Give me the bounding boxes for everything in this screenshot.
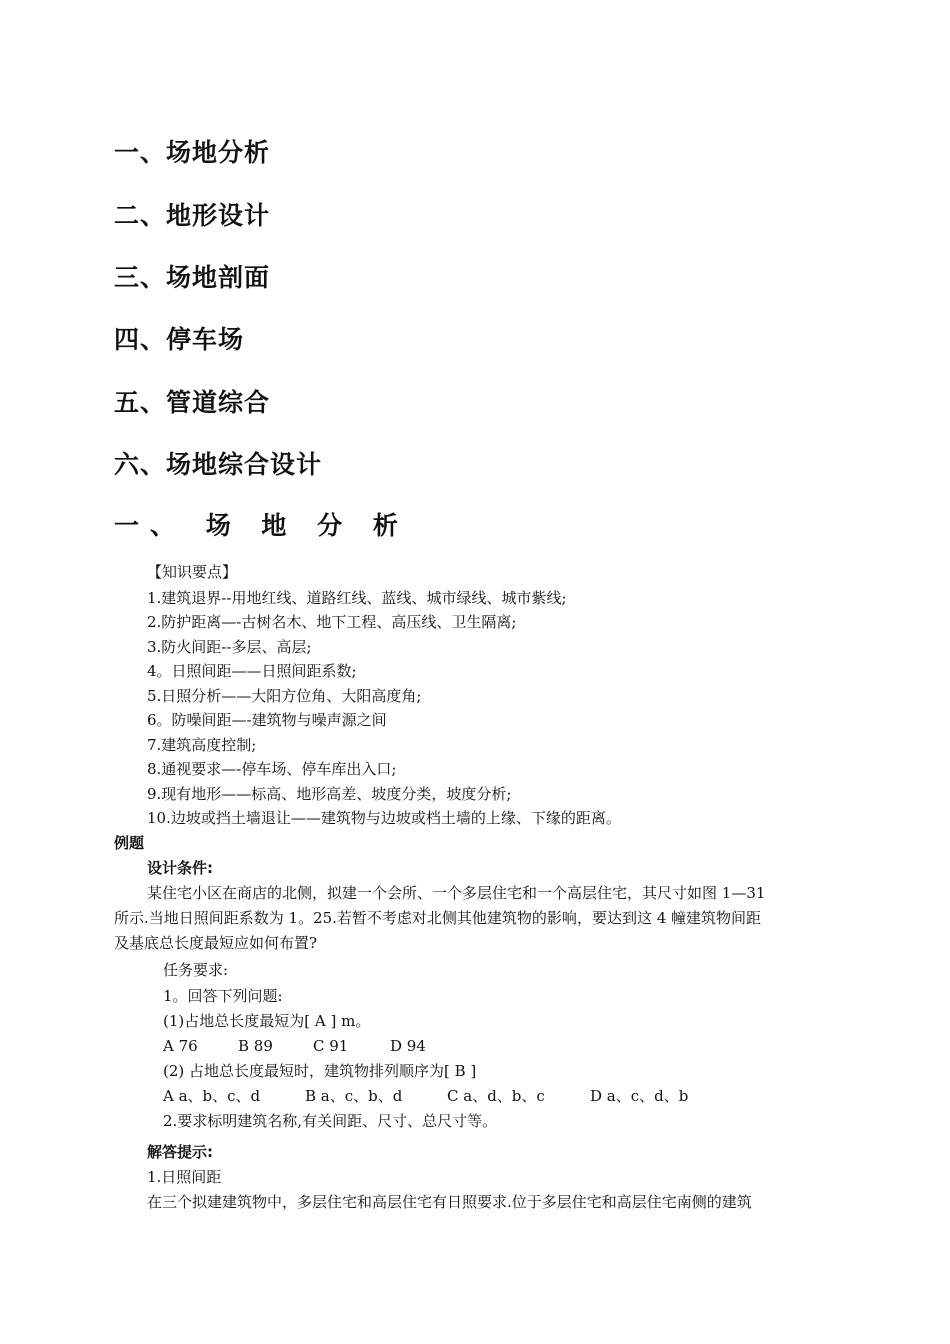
knowledge-item: 10.边坡或挡土墙退让——建筑物与边坡或档土墙的上缘、下缘的距离。 (147, 809, 621, 827)
toc-item-6: 六、场地综合设计 (114, 450, 323, 479)
question-1a: (1)占地总长度最短为[ A ] m。 (163, 1012, 371, 1030)
knowledge-item: 6。防噪间距—-建筑物与噪声源之间 (147, 711, 387, 729)
option-a: A a、b、c、d (163, 1087, 261, 1105)
option-c: C 91 (313, 1037, 349, 1055)
knowledge-item: 4。日照间距——日照间距系数; (147, 662, 357, 680)
knowledge-item: 7.建筑高度控制; (147, 736, 257, 754)
knowledge-item: 5.日照分析——大阳方位角、大阳高度角; (147, 687, 422, 705)
toc-item-5: 五、管道综合 (114, 388, 271, 417)
toc-item-1: 一、场地分析 (114, 138, 271, 167)
task-label: 任务要求: (163, 961, 229, 979)
option-d: D 94 (390, 1037, 426, 1055)
knowledge-item: 1.建筑退界--用地红线、道路红线、蓝线、城市绿线、城市紫线; (147, 589, 567, 607)
question-1b: (2) 占地总长度最短时，建筑物排列顺序为[ B ] (163, 1062, 477, 1080)
hint-label: 解答提示: (147, 1143, 213, 1161)
option-b: B 89 (238, 1037, 273, 1055)
hint-item: 1.日照间距 (147, 1168, 222, 1186)
paragraph-line: 及基底总长度最短应如何布置? (114, 934, 318, 952)
hint-text: 在三个拟建建筑物中，多层住宅和高层住宅有日照要求.位于多层住宅和高层住宅南侧的建筑 (147, 1193, 752, 1211)
knowledge-heading: 【知识要点】 (147, 563, 238, 581)
knowledge-item: 8.通视要求—-停车场、停车库出入口; (147, 760, 397, 778)
toc-item-4: 四、停车场 (114, 325, 245, 354)
paragraph-line: 所示.当地日照间距系数为 1。25.若暂不考虑对北侧其他建筑物的影响，要达到这 4 幢建筑物间距 (114, 909, 762, 927)
option-d: D a、c、d、b (590, 1087, 689, 1105)
conditions-label: 设计条件: (147, 859, 213, 877)
question-2: 2.要求标明建筑名称,有关间距、尺寸、总尺寸等。 (163, 1112, 498, 1130)
paragraph-line: 某住宅小区在商店的北侧，拟建一个会所、一个多层住宅和一个高层住宅，其尺寸如图 1—31 (147, 884, 766, 902)
question-1: 1。回答下列问题: (163, 987, 283, 1005)
option-a: A 76 (163, 1037, 198, 1055)
knowledge-item: 2.防护距离—-古树名木、地下工程、高压线、卫生隔离; (147, 613, 517, 631)
knowledge-item: 9.现有地形——标高、地形高差、坡度分类，坡度分析; (147, 785, 512, 803)
toc-item-2: 二、地形设计 (114, 201, 271, 230)
example-label: 例题 (114, 834, 145, 852)
toc-item-3: 三、场地剖面 (114, 263, 271, 292)
option-c: C a、d、b、c (447, 1087, 545, 1105)
knowledge-item: 3.防火间距--多层、高层; (147, 638, 312, 656)
section-title: 一、 场 地 分 析 (114, 511, 409, 540)
option-b: B a、c、b、d (305, 1087, 403, 1105)
